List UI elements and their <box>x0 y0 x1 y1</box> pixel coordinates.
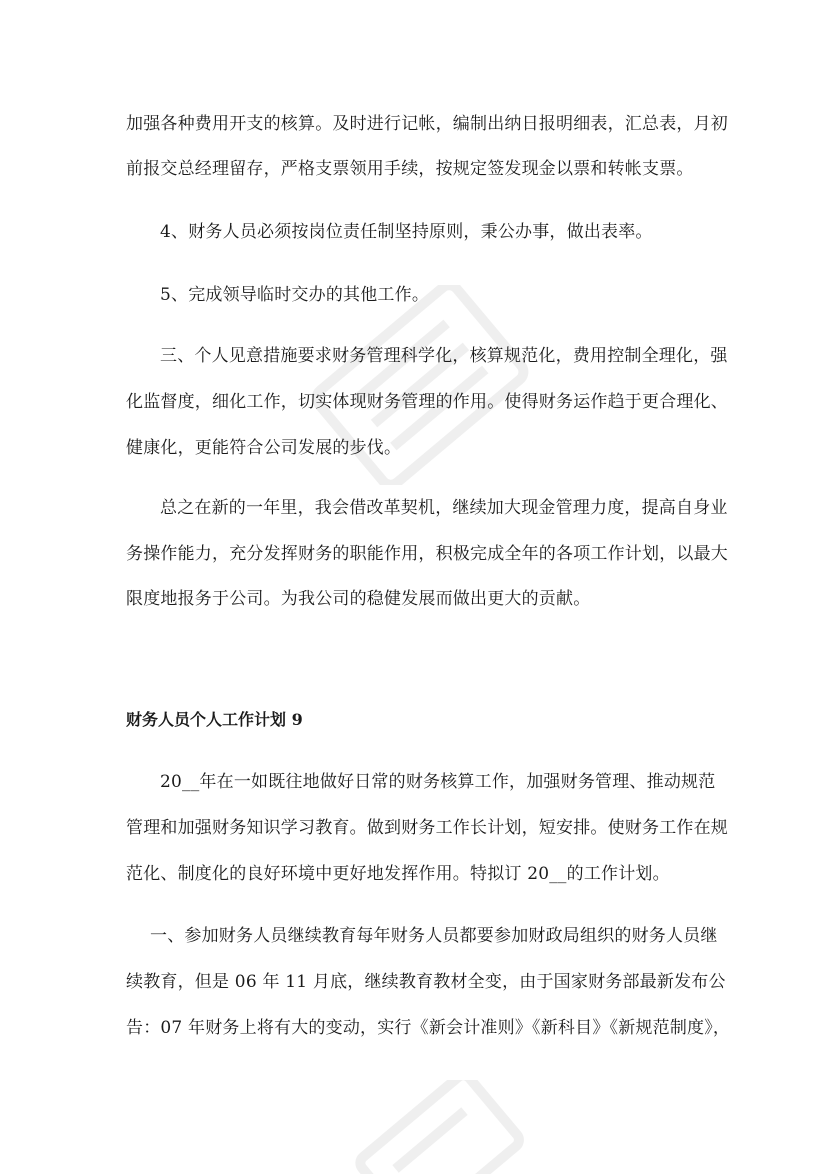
paragraph-line: 总之在新的一年里，我会借改革契机，继续加大现金管理力度，提高自身业 <box>160 498 728 518</box>
list-item-5: 5、完成领导临时交办的其他工作。 <box>160 285 430 305</box>
paragraph-line: 一、参加财务人员继续教育每年财务人员都要参加财政局组织的财务人员继 <box>150 926 718 946</box>
paragraph-line: 三、个人见意措施要求财务管理科学化，核算规范化，费用控制全理化，强 <box>160 346 728 366</box>
list-item-4: 4、财务人员必须按岗位责任制坚持原则，秉公办事，做出表率。 <box>160 222 653 242</box>
paragraph-line: 管理和加强财务知识学习教育。做到财务工作长计划，短安排。使财务工作在规 <box>126 818 728 838</box>
paragraph-line: 续教育，但是 06 年 11 月底，继续教育教材全变，由于国家财务部最新发布公 <box>126 972 726 992</box>
paragraph-line: 20__年在一如既往地做好日常的财务核算工作，加强财务管理、推动规范 <box>160 772 716 792</box>
paragraph-line: 健康化，更能符合公司发展的步伐。 <box>126 438 402 458</box>
paragraph-line: 加强各种费用开支的核算。及时进行记帐，编制出纳日报明细表，汇总表，月初 <box>126 114 728 134</box>
watermark-logo-bottom <box>330 1080 530 1174</box>
paragraph-line: 范化、制度化的良好环境中更好地发挥作用。特拟订 20__的工作计划。 <box>126 864 670 884</box>
paragraph-line: 务操作能力，充分发挥财务的职能作用，积极完成全年的各项工作计划，以最大 <box>126 544 728 564</box>
paragraph-line: 限度地报务于公司。为我公司的稳健发展而做出更大的贡献。 <box>126 589 591 609</box>
paragraph-line: 化监督度，细化工作，切实体现财务管理的作用。使得财务运作趋于更合理化、 <box>126 392 728 412</box>
paragraph-line: 前报交总经理留存，严格支票领用手续，按规定签发现金以票和转帐支票。 <box>126 159 694 179</box>
section-title: 财务人员个人工作计划 9 <box>126 710 303 729</box>
paragraph-line: 告：07 年财务上将有大的变动，实行《新会计准则》《新科目》《新规范制度》， <box>126 1018 731 1038</box>
